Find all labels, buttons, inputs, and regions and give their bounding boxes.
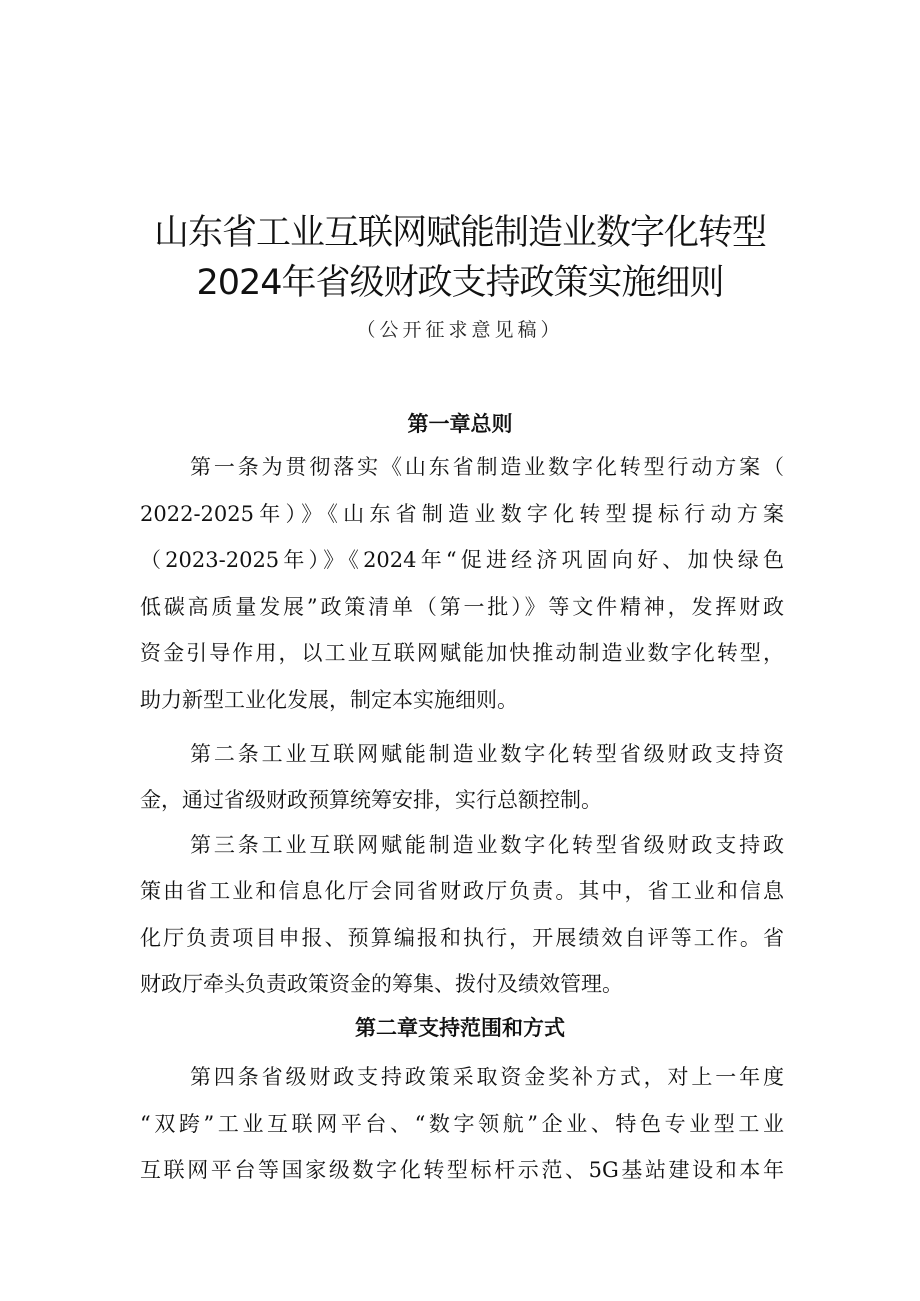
article-4-line: “双跨”工业互联网平台、“数字领航”企业、特色专业型工业 <box>140 1112 784 1136</box>
article-3-line: 策由省工业和信息化厅会同省财政厅负责。其中，省工业和信息 <box>140 879 784 903</box>
article-3-line: 第三条工业互联网赋能制造业数字化转型省级财政支持政 <box>190 833 784 857</box>
article-1-line: 低碳高质量发展”政策清单（第一批）》等文件精神，发挥财政 <box>140 595 784 619</box>
document-subtitle: （公开征求意见稿） <box>356 319 564 341</box>
article-1-line: 2022-2025年）》《山东省制造业数字化转型提标行动方案 <box>140 502 784 526</box>
article-1-line: 第一条为贯彻落实《山东省制造业数字化转型行动方案（ <box>190 455 784 479</box>
article-3-line: 财政厅牵头负责政策资金的筹集、拨付及绩效管理。 <box>140 972 623 996</box>
chapter-1-heading: 第一章总则 <box>407 412 513 436</box>
article-4-line: 互联网平台等国家级数字化转型标杆示范、5G基站建设和本年 <box>140 1158 784 1182</box>
article-1-line: 助力新型工业化发展，制定本实施细则。 <box>140 688 518 712</box>
article-2-line: 金，通过省级财政预算统筹安排，实行总额控制。 <box>140 788 602 812</box>
article-1-line: 资金引导作用，以工业互联网赋能加快推动制造业数字化转型， <box>140 641 784 665</box>
article-2-line: 第二条工业互联网赋能制造业数字化转型省级财政支持资 <box>190 742 784 766</box>
article-3-line: 化厅负责项目申报、预算编报和执行，开展绩效自评等工作。省 <box>140 926 784 950</box>
chapter-2-heading: 第二章支持范围和方式 <box>355 1016 565 1040</box>
document-title-line-2: 2024年省级财政支持政策实施细则 <box>196 263 724 303</box>
article-4-line: 第四条省级财政支持政策采取资金奖补方式，对上一年度 <box>190 1065 784 1089</box>
article-1-line: （2023-2025年）》《2024年“促进经济巩固向好、加快绿色 <box>140 548 784 572</box>
document-title-line-1: 山东省工业互联网赋能制造业数字化转型 <box>153 213 766 253</box>
